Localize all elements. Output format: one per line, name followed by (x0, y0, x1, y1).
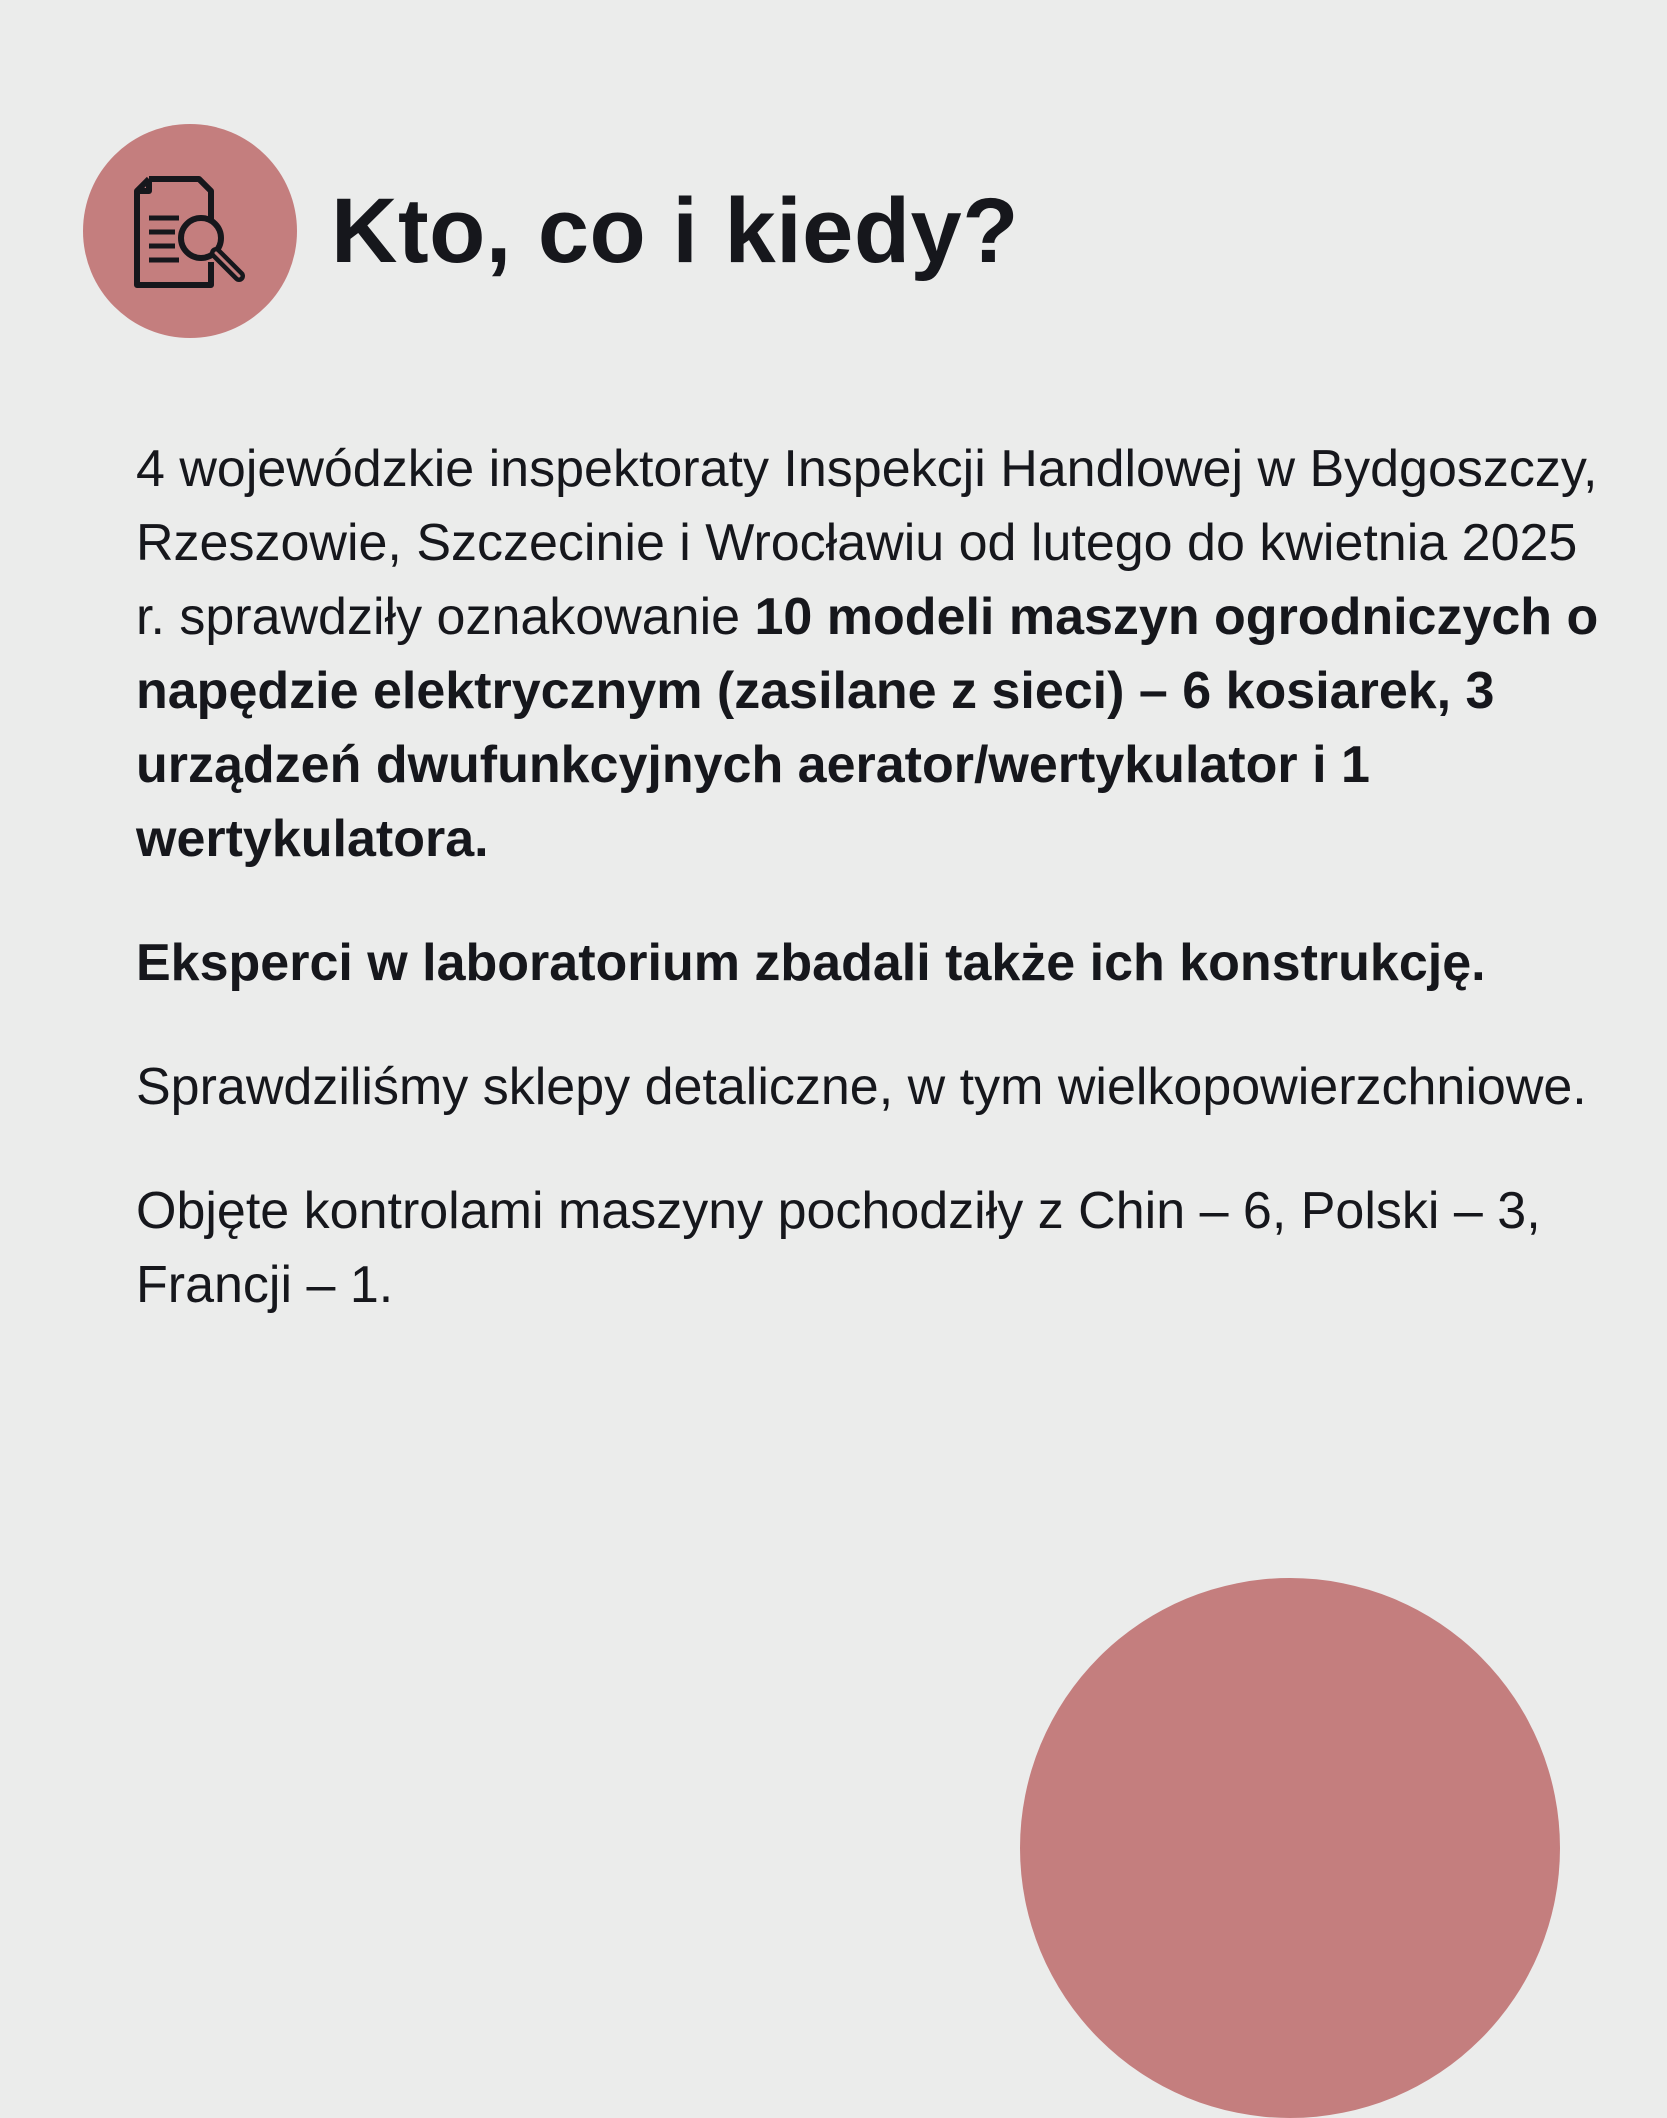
paragraph-lab-tests: Eksperci w laboratorium zbadali także ich konstrukcję. (136, 934, 1486, 992)
page-title: Kto, co i kiedy? (331, 180, 1019, 282)
paragraph-shops: Sprawdziliśmy sklepy detaliczne, w tym wielkopowierzchniowe. (136, 1058, 1587, 1116)
header (83, 124, 1019, 338)
paragraph-origin: Objęte kontrolami maszyny pochodziły z Chin – 6, Polski – 3, Francji – 1. (136, 1182, 1541, 1314)
paragraph-inspection-bold: 10 modeli maszyn ogrodniczych o napędzie elektrycznym (zasilane z sieci) – 6 kosiarek, 3 urządzeń dwufunkcyjnych aerator/wertykulator i 1 wertykulatora. (136, 588, 1599, 868)
decorative-circle (1020, 1578, 1560, 2118)
paragraph-inspection-scope (136, 432, 1616, 876)
document-search-icon (129, 174, 251, 290)
paragraph-inspection-plain: 4 wojewódzkie inspektoraty Inspekcji Handlowej w Bydgoszczy, Rzeszowie, Szczecinie i Wrocławiu od lutego do kwietnia 2025 r. sprawdziły oznakowanie (136, 440, 1598, 646)
content (136, 432, 1616, 1322)
icon-badge (83, 124, 297, 338)
